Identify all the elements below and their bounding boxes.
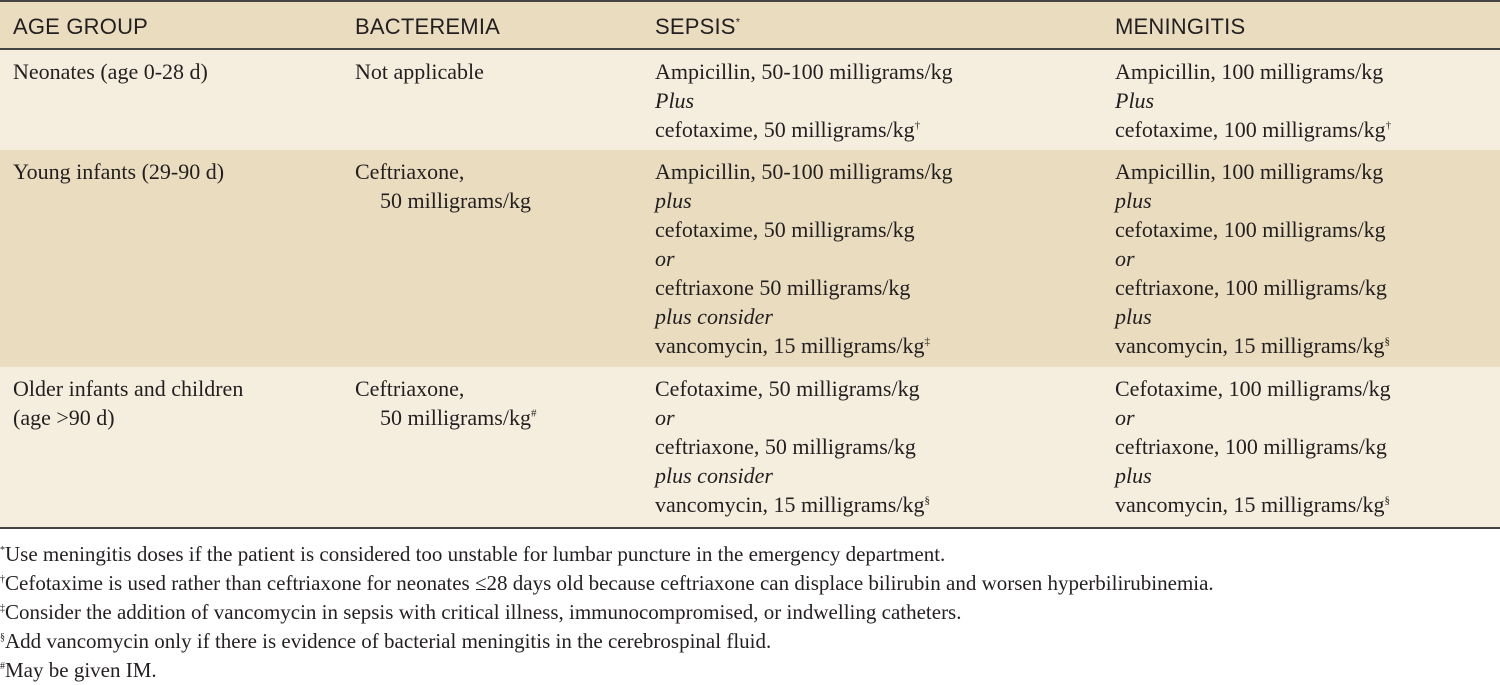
- meningitis-line: ceftriaxone, 100 milligrams/kg: [1115, 275, 1387, 300]
- footnote: [0, 540, 1500, 569]
- footnote: [0, 627, 1500, 656]
- table-header-row: [0, 0, 1500, 50]
- footnote-mark: †: [914, 119, 921, 132]
- meningitis-cell: [1115, 367, 1500, 527]
- footnote-text: Add vancomycin only if there is evidence of bacterial meningitis in the cerebrospinal fluid.: [5, 629, 772, 653]
- sepsis-connector: plus consider: [655, 304, 773, 329]
- sepsis-cell: [655, 150, 1115, 367]
- sepsis-line-text: vancomycin, 15 milligrams/kg: [655, 492, 925, 517]
- meningitis-line: cefotaxime, 100 milligrams/kg: [1115, 217, 1386, 242]
- meningitis-line-text: vancomycin, 15 milligrams/kg: [1115, 492, 1385, 517]
- age-group-text: Young infants (29-90 d): [13, 159, 225, 184]
- sepsis-line: ceftriaxone, 50 milligrams/kg: [655, 434, 916, 459]
- meningitis-line: [1115, 331, 1500, 360]
- bacteremia-text: Ceftriaxone,: [355, 376, 465, 401]
- table-row-older-infants: [0, 367, 1500, 529]
- sepsis-cell: [655, 50, 1115, 150]
- footnote-mark: §: [1384, 494, 1390, 507]
- footnote-mark: †: [0, 574, 5, 585]
- bacteremia-cell: [355, 50, 655, 150]
- footnote-text: Use meningitis doses if the patient is considered too unstable for lumbar puncture in the emergency department.: [5, 542, 946, 566]
- sepsis-line: [655, 115, 1115, 144]
- meningitis-line: [1115, 115, 1500, 144]
- sepsis-line: [655, 490, 1115, 519]
- footnote-text: Consider the addition of vancomycin in sepsis with critical illness, immunocompromised, or indwelling catheters.: [5, 600, 962, 624]
- bacteremia-text: Ceftriaxone,: [355, 159, 465, 184]
- footnote-mark: §: [1384, 335, 1390, 348]
- bacteremia-text: Not applicable: [355, 59, 484, 84]
- meningitis-line: Cefotaxime, 100 milligrams/kg: [1115, 376, 1391, 401]
- meningitis-connector: plus: [1115, 304, 1152, 329]
- footnote-mark: §: [0, 632, 5, 643]
- footnote: [0, 656, 1500, 685]
- meningitis-connector: or: [1115, 405, 1135, 430]
- footnote-text: May be given IM.: [5, 658, 157, 682]
- age-group-text: (age >90 d): [13, 405, 115, 430]
- footnote: [0, 598, 1500, 627]
- footnote-mark: #: [0, 661, 5, 672]
- meningitis-cell: [1115, 50, 1500, 150]
- footnote: [0, 569, 1500, 598]
- header-sepsis-footnote-mark: *: [735, 16, 741, 29]
- table-row-young-infants: [0, 150, 1500, 367]
- meningitis-line-text: vancomycin, 15 milligrams/kg: [1115, 333, 1385, 358]
- meningitis-line-text: cefotaxime, 100 milligrams/kg: [1115, 117, 1386, 142]
- footnote-mark: †: [1385, 119, 1392, 132]
- meningitis-connector: Plus: [1115, 88, 1155, 113]
- bacteremia-cell: [355, 367, 655, 527]
- footnotes: [0, 540, 1500, 685]
- sepsis-line: Ampicillin, 50-100 milligrams/kg: [655, 159, 953, 184]
- age-group-cell: [0, 50, 355, 150]
- sepsis-line: ceftriaxone 50 milligrams/kg: [655, 275, 911, 300]
- meningitis-line: Ampicillin, 100 milligrams/kg: [1115, 159, 1384, 184]
- header-sepsis-label: SEPSIS: [655, 14, 736, 39]
- meningitis-connector: plus: [1115, 463, 1152, 488]
- header-bacteremia: BACTEREMIA: [355, 14, 501, 39]
- meningitis-cell: [1115, 150, 1500, 367]
- sepsis-line: [655, 331, 1115, 360]
- bacteremia-dose: 50 milligrams/kg: [380, 188, 531, 213]
- footnote-mark: *: [0, 545, 5, 556]
- meningitis-connector: or: [1115, 246, 1135, 271]
- header-age-group: AGE GROUP: [13, 14, 149, 39]
- table-row-neonates: [0, 50, 1500, 150]
- age-group-text: Neonates (age 0-28 d): [13, 59, 208, 84]
- header-meningitis: MENINGITIS: [1115, 14, 1246, 39]
- footnote-mark: ‡: [924, 335, 930, 348]
- meningitis-line: Ampicillin, 100 milligrams/kg: [1115, 59, 1384, 84]
- footnote-mark: §: [924, 494, 930, 507]
- sepsis-line-text: cefotaxime, 50 milligrams/kg: [655, 117, 915, 142]
- meningitis-line: [1115, 490, 1500, 519]
- meningitis-line: ceftriaxone, 100 milligrams/kg: [1115, 434, 1387, 459]
- sepsis-cell: [655, 367, 1115, 527]
- age-group-cell: [0, 367, 355, 527]
- bacteremia-cell: [355, 150, 655, 367]
- header-sepsis: [655, 2, 1115, 48]
- sepsis-connector: or: [655, 405, 675, 430]
- sepsis-connector: plus: [655, 188, 692, 213]
- bacteremia-dose: [355, 403, 655, 432]
- age-group-cell: [0, 150, 355, 367]
- footnote-text: Cefotaxime is used rather than ceftriaxone for neonates ≤28 days old because ceftriaxone can displace bilirubin and worsen hyperbilirubinemia.: [5, 571, 1214, 595]
- sepsis-connector: Plus: [655, 88, 695, 113]
- bacteremia-dose-text: 50 milligrams/kg: [380, 405, 531, 430]
- sepsis-line-text: vancomycin, 15 milligrams/kg: [655, 333, 925, 358]
- sepsis-connector: or: [655, 246, 675, 271]
- meningitis-connector: plus: [1115, 188, 1152, 213]
- sepsis-line: cefotaxime, 50 milligrams/kg: [655, 217, 915, 242]
- footnote-mark: #: [530, 407, 537, 420]
- age-group-text: Older infants and children: [13, 376, 244, 401]
- sepsis-connector: plus consider: [655, 463, 773, 488]
- footnote-mark: ‡: [0, 603, 5, 614]
- sepsis-line: Cefotaxime, 50 milligrams/kg: [655, 376, 920, 401]
- sepsis-line: Ampicillin, 50-100 milligrams/kg: [655, 59, 953, 84]
